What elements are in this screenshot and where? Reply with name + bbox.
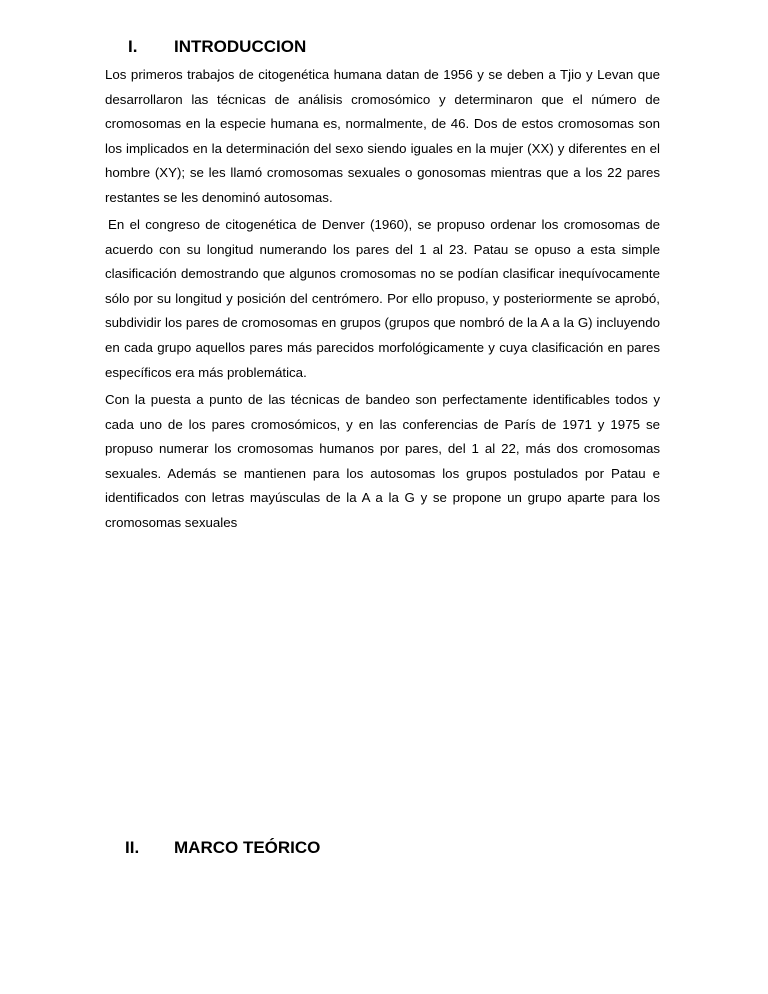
section-number: II.: [125, 838, 140, 857]
section-title: INTRODUCCION: [174, 37, 307, 56]
paragraph: En el congreso de citogenética de Denver (1960), se propuso ordenar los cromosomas de acuerdo con su longitud numerando los pares del 1 al 23. Patau se opuso a esta simple clasificación demostrando que algunos cromosomas no se podían clasificar inequívocamente sólo por su longitud y posición del centrómero. Por ello propuso, y posteriormente se aprobó, subdividir los pares de cromosomas en grupos (grupos que nombró de la A a la G) incluyendo en cada grupo aquellos pares más parecidos morfológicamente y cuya clasificación en pares específicos era más problemática.: [105, 217, 660, 380]
section-number: I.: [128, 37, 138, 56]
section-title: MARCO TEÓRICO: [174, 838, 321, 857]
paragraph: Los primeros trabajos de citogenética humana datan de 1956 y se deben a Tjio y Levan que desarrollaron las técnicas de análisis cromosómico y determinaron que el número de cromosomas en la especie humana es, normalmente, de 46. Dos de estos cromosomas son los implicados en la determinación del sexo siendo iguales en la mujer (XX) y diferentes en el hombre (XY); se les llamó cromosomas sexuales o gonosomas mientras que a los 22 pares restantes se les denominó autosomas.: [105, 67, 660, 205]
paragraph: Con la puesta a punto de las técnicas de bandeo son perfectamente identificables todos y cada uno de los pares cromosómicos, y en las conferencias de París de 1971 y 1975 se propuso numerar los cromosomas humanos por pares, del 1 al 22, más dos cromosomas sexuales. Además se mantienen para los autosomas los grupos postulados por Patau e identificados con letras mayúsculas de la A a la G y se propone un grupo aparte para los cromosomas sexuales: [105, 392, 660, 530]
